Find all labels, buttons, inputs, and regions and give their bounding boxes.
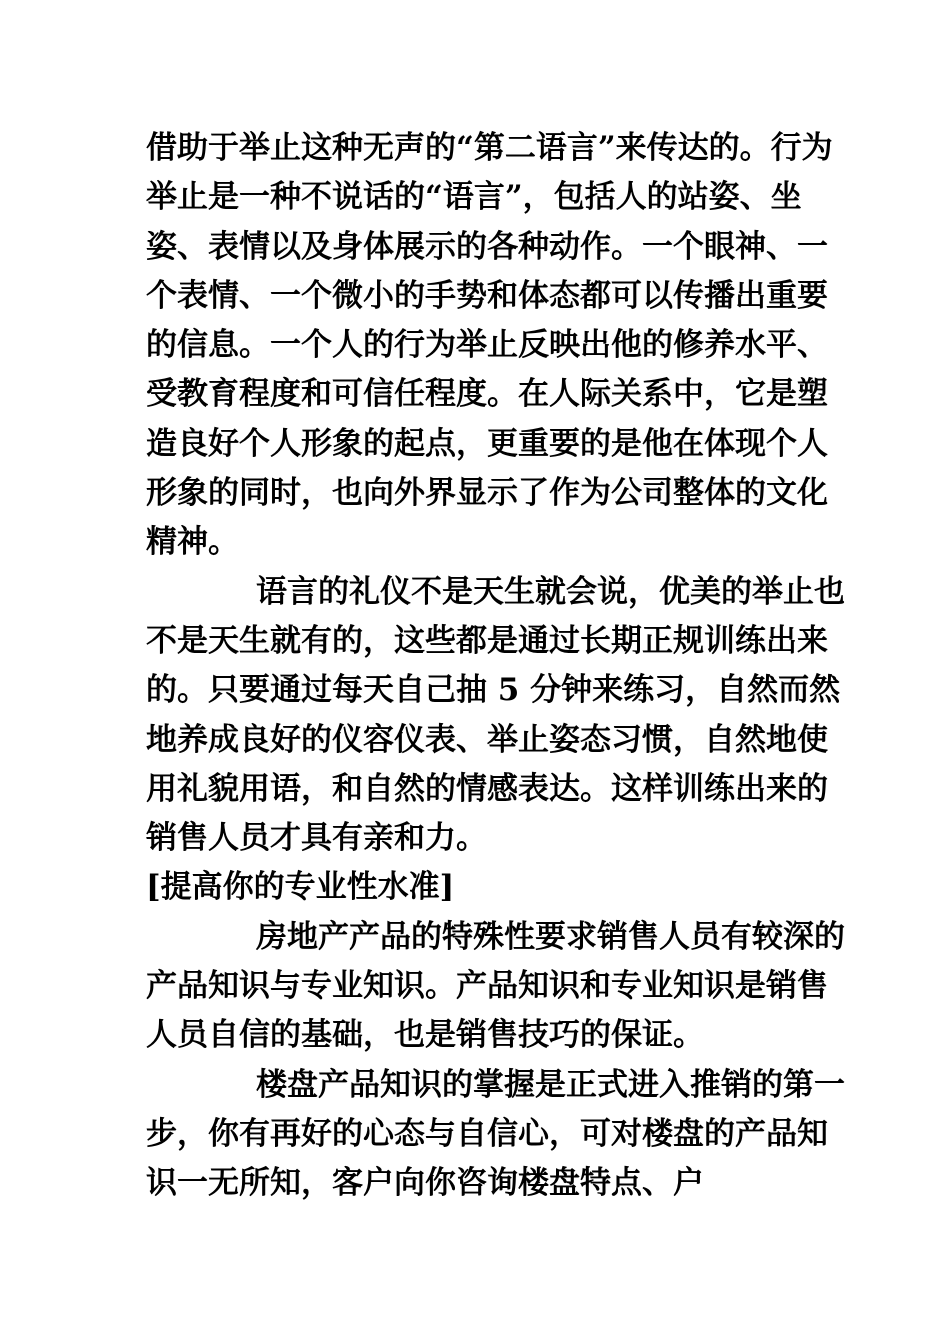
section-heading: [提高你的专业性水准] xyxy=(146,869,455,906)
paragraph-body-continuation: 借助于举止这种无声的“第二语言”来传达的。行为举止是一种不说话的“语言”，包括人的站姿、坐姿、表情以及身体展示的各种动作。一个眼神、一个表情、一个微小的手势和体态都可以传播出重要的信息。一个人的行为举止反映出他的修养水平、受教育程度和可信任程度。在人际关系中，它是塑造良好个人形象的起点，更重要的是他在体现个人形象的同时，也向外界显示了作为公司整体的文化精神。 xyxy=(146,130,833,561)
document-page xyxy=(146,124,846,1209)
paragraph-etiquette-training: 语言的礼仪不是天生就会说，优美的举止也不是天生就有的，这些都是通过长期正规训练出来的。只要通过每天自己抽 5 分钟来练习，自然而然地养成良好的仪容仪表、举止姿态习惯，自然地使用礼貌用语，和自然的情感表达。这样训练出来的销售人员才具有亲和力。 xyxy=(146,573,845,857)
paragraph-product-knowledge: 房地产产品的特殊性要求销售人员有较深的产品知识与专业知识。产品知识和专业知识是销售人员自信的基础，也是销售技巧的保证。 xyxy=(146,918,845,1054)
paragraph-property-knowledge: 楼盘产品知识的掌握是正式进入推销的第一步，你有再好的心态与自信心，可对楼盘的产品知识一无所知，客户向你咨询楼盘特点、户 xyxy=(146,1066,845,1202)
